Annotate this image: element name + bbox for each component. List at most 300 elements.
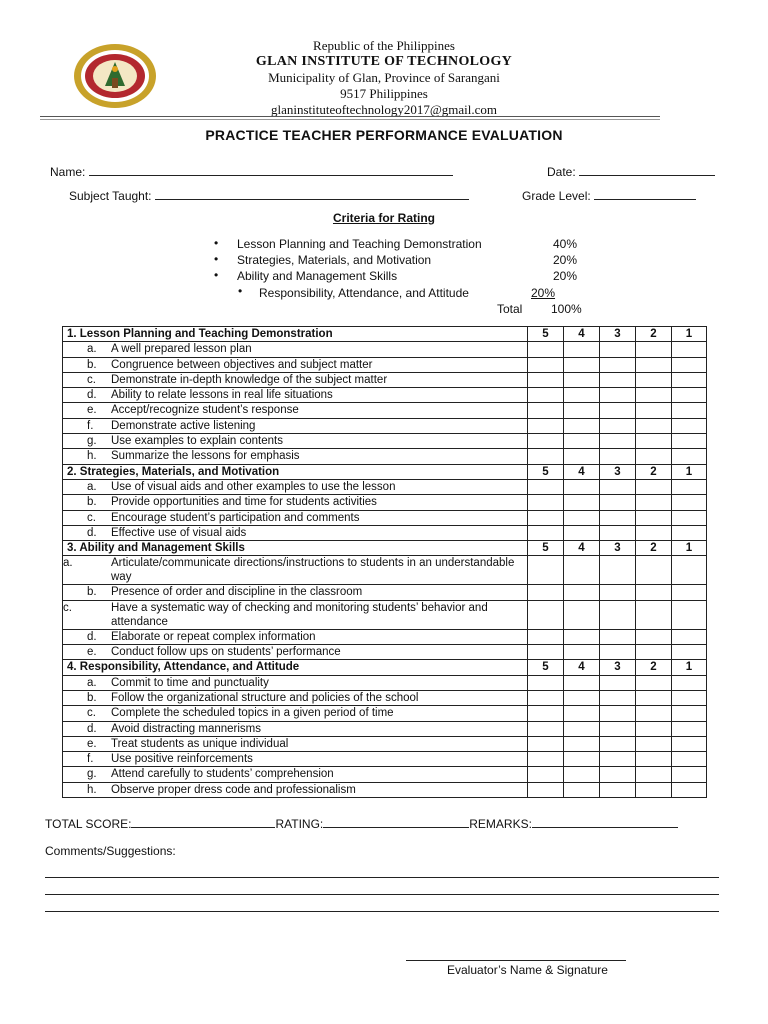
criteria-item-label: Responsibility, Attendance, and Attitude xyxy=(259,286,469,300)
criterion-letter: g. xyxy=(87,768,97,781)
criterion-text: Use positive reinforcements xyxy=(111,753,253,766)
table-row xyxy=(63,449,707,464)
rating-cell[interactable] xyxy=(564,418,600,433)
rating-cell[interactable] xyxy=(636,752,672,767)
criterion-text: Commit to time and punctuality xyxy=(111,676,269,689)
criterion-letter: g. xyxy=(87,435,97,448)
rating-cell[interactable] xyxy=(528,449,564,464)
rating-cell[interactable] xyxy=(528,510,564,525)
criterion-letter: a. xyxy=(63,557,73,570)
rating-cell[interactable] xyxy=(672,495,707,510)
table-row xyxy=(63,721,707,736)
letterhead xyxy=(0,38,768,118)
total-score-label: TOTAL SCORE: xyxy=(45,817,132,831)
criterion-letter: d. xyxy=(87,630,97,643)
signature-line[interactable] xyxy=(406,960,626,961)
table-row xyxy=(63,690,707,705)
scale-header: 5 xyxy=(528,327,564,342)
rating-label: RATING: xyxy=(275,817,324,831)
section-header-row xyxy=(63,660,707,675)
rating-cell[interactable] xyxy=(528,403,564,418)
criterion-letter: c. xyxy=(87,511,96,524)
section-title: 4. Responsibility, Attendance, and Attitude xyxy=(63,660,528,675)
date-line[interactable] xyxy=(579,163,715,176)
section-header-row xyxy=(63,541,707,556)
rating-cell[interactable] xyxy=(528,556,564,585)
total-score-line[interactable] xyxy=(131,815,275,828)
rating-cell[interactable] xyxy=(672,645,707,660)
scale-header: 2 xyxy=(636,327,672,342)
scale-header: 5 xyxy=(528,660,564,675)
grade-field[interactable] xyxy=(522,187,696,203)
bullet-icon: • xyxy=(238,284,243,298)
criterion-letter: d. xyxy=(87,389,97,402)
rating-cell[interactable] xyxy=(528,645,564,660)
rating-cell[interactable] xyxy=(636,556,672,585)
criterion-text: Complete the scheduled topics in a given period of time xyxy=(111,707,394,720)
criterion-letter: h. xyxy=(87,450,97,463)
date-field[interactable] xyxy=(547,163,715,179)
rating-cell[interactable] xyxy=(564,525,600,540)
table-row xyxy=(63,388,707,403)
criterion-cell xyxy=(63,510,528,525)
rating-cell[interactable] xyxy=(528,767,564,782)
criterion-cell xyxy=(63,556,528,585)
rating-cell[interactable] xyxy=(672,342,707,357)
criterion-text: Presence of order and discipline in the classroom xyxy=(111,586,363,599)
criteria-item-pct: 20% xyxy=(553,269,578,283)
rating-cell[interactable] xyxy=(636,403,672,418)
criterion-cell xyxy=(63,585,528,600)
rating-cell[interactable] xyxy=(636,510,672,525)
rating-cell[interactable] xyxy=(600,418,636,433)
scale-header: 3 xyxy=(600,541,636,556)
criterion-cell xyxy=(63,495,528,510)
criterion-cell xyxy=(63,342,528,357)
criterion-cell xyxy=(63,449,528,464)
scale-header: 2 xyxy=(636,660,672,675)
rating-cell[interactable] xyxy=(636,600,672,629)
rating-cell[interactable] xyxy=(528,418,564,433)
rating-cell[interactable] xyxy=(600,585,636,600)
rating-cell[interactable] xyxy=(600,782,636,797)
rating-cell[interactable] xyxy=(672,418,707,433)
scale-header: 3 xyxy=(600,327,636,342)
rating-cell[interactable] xyxy=(636,418,672,433)
rating-cell[interactable] xyxy=(672,388,707,403)
rating-cell[interactable] xyxy=(564,767,600,782)
criterion-letter: b. xyxy=(87,691,97,704)
rating-cell[interactable] xyxy=(600,706,636,721)
rating-cell[interactable] xyxy=(672,629,707,644)
name-field[interactable] xyxy=(50,163,453,179)
rating-cell[interactable] xyxy=(672,690,707,705)
criterion-cell xyxy=(63,525,528,540)
criterion-cell xyxy=(63,372,528,387)
criterion-text: Articulate/communicate directions/instructions to students in an understandable way xyxy=(111,557,515,584)
rating-cell[interactable] xyxy=(528,600,564,629)
scale-header: 2 xyxy=(636,541,672,556)
section-title: 2. Strategies, Materials, and Motivation xyxy=(63,464,528,479)
criteria-item-label: Strategies, Materials, and Motivation xyxy=(237,253,432,267)
rating-cell[interactable] xyxy=(528,629,564,644)
criteria-title: Criteria for Rating xyxy=(332,211,435,225)
scale-header: 1 xyxy=(672,464,707,479)
grade-label: Grade Level: xyxy=(522,189,591,203)
rating-cell[interactable] xyxy=(564,510,600,525)
criterion-text: Follow the organizational structure and policies of the school xyxy=(111,691,419,704)
criterion-cell xyxy=(63,629,528,644)
criterion-cell xyxy=(63,479,528,494)
criterion-text: Accept/recognize student’s response xyxy=(111,404,299,417)
table-row xyxy=(63,418,707,433)
rating-cell[interactable] xyxy=(564,372,600,387)
table-row xyxy=(63,752,707,767)
rating-cell[interactable] xyxy=(600,403,636,418)
scale-header: 4 xyxy=(564,541,600,556)
rating-cell[interactable] xyxy=(636,721,672,736)
rating-cell[interactable] xyxy=(636,706,672,721)
rating-cell[interactable] xyxy=(600,736,636,751)
criterion-letter: c. xyxy=(87,707,96,720)
rating-cell[interactable] xyxy=(600,495,636,510)
criterion-cell xyxy=(63,434,528,449)
rating-cell[interactable] xyxy=(600,690,636,705)
rating-cell[interactable] xyxy=(528,495,564,510)
institution-name: GLAN INSTITUTE OF TECHNOLOGY xyxy=(255,54,513,69)
rating-cell[interactable] xyxy=(600,525,636,540)
rating-cell[interactable] xyxy=(636,449,672,464)
section-title: 3. Ability and Management Skills xyxy=(63,541,528,556)
subject-field[interactable] xyxy=(69,187,469,203)
rating-cell[interactable] xyxy=(564,357,600,372)
criterion-text: Demonstrate active listening xyxy=(111,419,256,432)
table-row xyxy=(63,372,707,387)
date-label: Date: xyxy=(547,165,576,179)
rating-cell[interactable] xyxy=(564,600,600,629)
criterion-text: A well prepared lesson plan xyxy=(111,343,252,356)
criterion-letter: b. xyxy=(87,586,97,599)
rating-cell[interactable] xyxy=(636,495,672,510)
scale-header: 5 xyxy=(528,464,564,479)
rating-cell[interactable] xyxy=(564,585,600,600)
criterion-letter: e. xyxy=(87,404,97,417)
rating-cell[interactable] xyxy=(600,645,636,660)
rating-cell[interactable] xyxy=(528,525,564,540)
comment-line[interactable] xyxy=(45,877,719,878)
rating-cell[interactable] xyxy=(672,721,707,736)
rating-cell[interactable] xyxy=(528,690,564,705)
criterion-cell xyxy=(63,388,528,403)
criteria-item-pct: 20% xyxy=(553,253,578,267)
rating-cell[interactable] xyxy=(672,372,707,387)
rating-cell[interactable] xyxy=(528,736,564,751)
table-row xyxy=(63,645,707,660)
name-label: Name: xyxy=(50,165,86,179)
rating-cell[interactable] xyxy=(600,767,636,782)
rating-cell[interactable] xyxy=(636,782,672,797)
criterion-cell xyxy=(63,645,528,660)
table-row xyxy=(63,782,707,797)
rating-cell[interactable] xyxy=(672,767,707,782)
rating-cell[interactable] xyxy=(600,752,636,767)
rating-line[interactable] xyxy=(323,815,469,828)
rating-cell[interactable] xyxy=(600,449,636,464)
criterion-letter: h. xyxy=(87,783,97,796)
rating-cell[interactable] xyxy=(600,629,636,644)
criterion-cell xyxy=(63,721,528,736)
criterion-cell xyxy=(63,600,528,629)
table-row xyxy=(63,495,707,510)
criteria-item-pct: 40% xyxy=(553,237,578,251)
section-header-row xyxy=(63,464,707,479)
remarks-line[interactable] xyxy=(532,815,678,828)
comment-line[interactable] xyxy=(45,911,719,912)
rating-cell[interactable] xyxy=(564,556,600,585)
rating-cell[interactable] xyxy=(528,434,564,449)
rating-cell[interactable] xyxy=(672,525,707,540)
bullet-icon: • xyxy=(214,236,219,250)
criterion-cell xyxy=(63,675,528,690)
total-pct: 100% xyxy=(551,302,582,316)
rating-cell[interactable] xyxy=(636,357,672,372)
criterion-letter: c. xyxy=(63,601,72,614)
rating-cell[interactable] xyxy=(636,629,672,644)
rating-cell[interactable] xyxy=(528,675,564,690)
table-row xyxy=(63,585,707,600)
rating-cell[interactable] xyxy=(636,675,672,690)
rating-cell[interactable] xyxy=(600,388,636,403)
name-line[interactable] xyxy=(89,163,453,176)
subject-label: Subject Taught: xyxy=(69,189,152,203)
criterion-text: Treat students as unique individual xyxy=(111,737,289,750)
bullet-icon: • xyxy=(214,252,219,266)
rating-cell[interactable] xyxy=(636,585,672,600)
rating-cell[interactable] xyxy=(636,525,672,540)
table-row xyxy=(63,629,707,644)
rating-cell[interactable] xyxy=(672,736,707,751)
rating-cell[interactable] xyxy=(564,782,600,797)
criterion-cell xyxy=(63,403,528,418)
criterion-cell xyxy=(63,782,528,797)
remarks-label: REMARKS: xyxy=(469,817,532,831)
rating-cell[interactable] xyxy=(528,342,564,357)
table-row xyxy=(63,525,707,540)
criterion-cell xyxy=(63,752,528,767)
rating-cell[interactable] xyxy=(528,357,564,372)
rating-cell[interactable] xyxy=(672,706,707,721)
criteria-item-label: Lesson Planning and Teaching Demonstration xyxy=(237,237,482,251)
rating-cell[interactable] xyxy=(528,706,564,721)
comments-label: Comments/Suggestions: xyxy=(45,844,176,858)
rating-cell[interactable] xyxy=(636,645,672,660)
rating-cell[interactable] xyxy=(672,585,707,600)
criterion-text: Demonstrate in-depth knowledge of the subject matter xyxy=(111,373,388,386)
table-row xyxy=(63,357,707,372)
rating-cell[interactable] xyxy=(528,752,564,767)
table-row xyxy=(63,675,707,690)
criterion-letter: f. xyxy=(87,419,94,432)
rating-cell[interactable] xyxy=(600,357,636,372)
criterion-cell xyxy=(63,357,528,372)
rating-cell[interactable] xyxy=(564,449,600,464)
email-line: glaninstituteoftechnology2017@gmail.com xyxy=(270,102,498,117)
table-row xyxy=(63,479,707,494)
rating-cell[interactable] xyxy=(564,690,600,705)
rating-cell[interactable] xyxy=(672,752,707,767)
section-title: 1. Lesson Planning and Teaching Demonstration xyxy=(63,327,528,342)
rating-cell[interactable] xyxy=(600,372,636,387)
rating-cell[interactable] xyxy=(564,434,600,449)
rating-cell[interactable] xyxy=(564,752,600,767)
rating-cell[interactable] xyxy=(672,449,707,464)
rating-cell[interactable] xyxy=(636,767,672,782)
criterion-text: Effective use of visual aids xyxy=(111,526,247,539)
criterion-letter: b. xyxy=(87,358,97,371)
criterion-letter: a. xyxy=(87,343,97,356)
rating-cell[interactable] xyxy=(600,342,636,357)
rating-cell[interactable] xyxy=(600,675,636,690)
criterion-cell xyxy=(63,706,528,721)
criterion-letter: a. xyxy=(87,676,97,689)
rating-cell[interactable] xyxy=(528,782,564,797)
rating-cell[interactable] xyxy=(672,357,707,372)
rating-cell[interactable] xyxy=(528,372,564,387)
criterion-letter: d. xyxy=(87,526,97,539)
rating-cell[interactable] xyxy=(600,556,636,585)
table-row xyxy=(63,403,707,418)
rating-cell[interactable] xyxy=(636,342,672,357)
comment-line[interactable] xyxy=(45,894,719,895)
scale-header: 1 xyxy=(672,327,707,342)
section-header-row xyxy=(63,327,707,342)
rating-cell[interactable] xyxy=(636,434,672,449)
criteria-item-label: Ability and Management Skills xyxy=(237,269,398,283)
scale-header: 1 xyxy=(672,541,707,556)
rating-cell[interactable] xyxy=(600,510,636,525)
table-row xyxy=(63,767,707,782)
criterion-text: Use of visual aids and other examples to use the lesson xyxy=(111,480,396,493)
criterion-text: Observe proper dress code and professionalism xyxy=(111,783,356,796)
criterion-text: Summarize the lessons for emphasis xyxy=(111,450,300,463)
criterion-letter: e. xyxy=(87,737,97,750)
grade-line[interactable] xyxy=(594,187,696,200)
criterion-letter: e. xyxy=(87,646,97,659)
criteria-item-pct: 20% xyxy=(531,286,556,300)
scale-header: 4 xyxy=(564,660,600,675)
rating-cell[interactable] xyxy=(636,372,672,387)
subject-line[interactable] xyxy=(155,187,469,200)
scale-header: 4 xyxy=(564,464,600,479)
rating-cell[interactable] xyxy=(564,403,600,418)
rating-cell[interactable] xyxy=(636,479,672,494)
rating-cell[interactable] xyxy=(564,479,600,494)
criterion-text: Ability to relate lessons in real life situations xyxy=(111,389,333,402)
rating-cell[interactable] xyxy=(636,690,672,705)
criterion-text: Avoid distracting mannerisms xyxy=(111,722,261,735)
rating-cell[interactable] xyxy=(564,706,600,721)
rating-cell[interactable] xyxy=(564,675,600,690)
rating-cell[interactable] xyxy=(672,675,707,690)
scale-header: 5 xyxy=(528,541,564,556)
table-row xyxy=(63,434,707,449)
criterion-cell xyxy=(63,736,528,751)
rating-cell[interactable] xyxy=(600,479,636,494)
criterion-text: Provide opportunities and time for students activities xyxy=(111,496,377,509)
rating-cell[interactable] xyxy=(564,342,600,357)
scale-header: 4 xyxy=(564,327,600,342)
table-row xyxy=(63,510,707,525)
criterion-letter: c. xyxy=(87,373,96,386)
rating-cell[interactable] xyxy=(672,479,707,494)
rating-cell[interactable] xyxy=(564,388,600,403)
evaluation-table xyxy=(62,326,707,798)
rating-cell[interactable] xyxy=(672,782,707,797)
rating-cell[interactable] xyxy=(600,721,636,736)
rating-cell[interactable] xyxy=(672,510,707,525)
rating-cell[interactable] xyxy=(564,721,600,736)
table-row xyxy=(63,556,707,585)
criterion-text: Have a systematic way of checking and monitoring students’ behavior and attendance xyxy=(111,601,488,628)
page-title: PRACTICE TEACHER PERFORMANCE EVALUATION xyxy=(205,127,563,143)
table-row xyxy=(63,342,707,357)
header-divider xyxy=(40,116,660,117)
table-row xyxy=(63,600,707,629)
criterion-text: Congruence between objectives and subject matter xyxy=(111,358,373,371)
rating-cell[interactable] xyxy=(672,403,707,418)
rating-cell[interactable] xyxy=(528,585,564,600)
rating-cell[interactable] xyxy=(528,721,564,736)
municipality-line: Municipality of Glan, Province of Sarangani xyxy=(268,70,500,85)
scale-header: 1 xyxy=(672,660,707,675)
rating-cell[interactable] xyxy=(564,736,600,751)
rating-cell[interactable] xyxy=(564,495,600,510)
criterion-text: Attend carefully to students’ comprehension xyxy=(111,768,334,781)
criterion-text: Use examples to explain contents xyxy=(111,435,283,448)
rating-cell[interactable] xyxy=(600,600,636,629)
rating-cell[interactable] xyxy=(600,434,636,449)
rating-cell[interactable] xyxy=(672,434,707,449)
zip-line: 9517 Philippines xyxy=(340,86,428,101)
rating-cell[interactable] xyxy=(528,479,564,494)
criterion-letter: a. xyxy=(87,480,97,493)
bullet-icon: • xyxy=(214,268,219,282)
criterion-letter: b. xyxy=(87,496,97,509)
total-label: Total xyxy=(497,302,523,316)
rating-cell[interactable] xyxy=(636,736,672,751)
header-divider-secondary xyxy=(40,119,660,120)
criterion-text: Elaborate or repeat complex information xyxy=(111,630,316,643)
score-row xyxy=(45,815,678,831)
criterion-cell xyxy=(63,418,528,433)
criterion-letter: d. xyxy=(87,722,97,735)
table-row xyxy=(63,706,707,721)
criterion-text: Conduct follow ups on students’ performance xyxy=(111,646,341,659)
rating-cell[interactable] xyxy=(564,645,600,660)
criterion-cell xyxy=(63,690,528,705)
criterion-letter: f. xyxy=(87,753,94,766)
scale-header: 3 xyxy=(600,464,636,479)
rating-cell[interactable] xyxy=(672,600,707,629)
rating-cell[interactable] xyxy=(636,388,672,403)
criterion-cell xyxy=(63,767,528,782)
rating-cell[interactable] xyxy=(564,629,600,644)
table-row xyxy=(63,736,707,751)
scale-header: 3 xyxy=(600,660,636,675)
criterion-text: Encourage student’s participation and comments xyxy=(111,511,360,524)
rating-cell[interactable] xyxy=(528,388,564,403)
rating-cell[interactable] xyxy=(672,556,707,585)
